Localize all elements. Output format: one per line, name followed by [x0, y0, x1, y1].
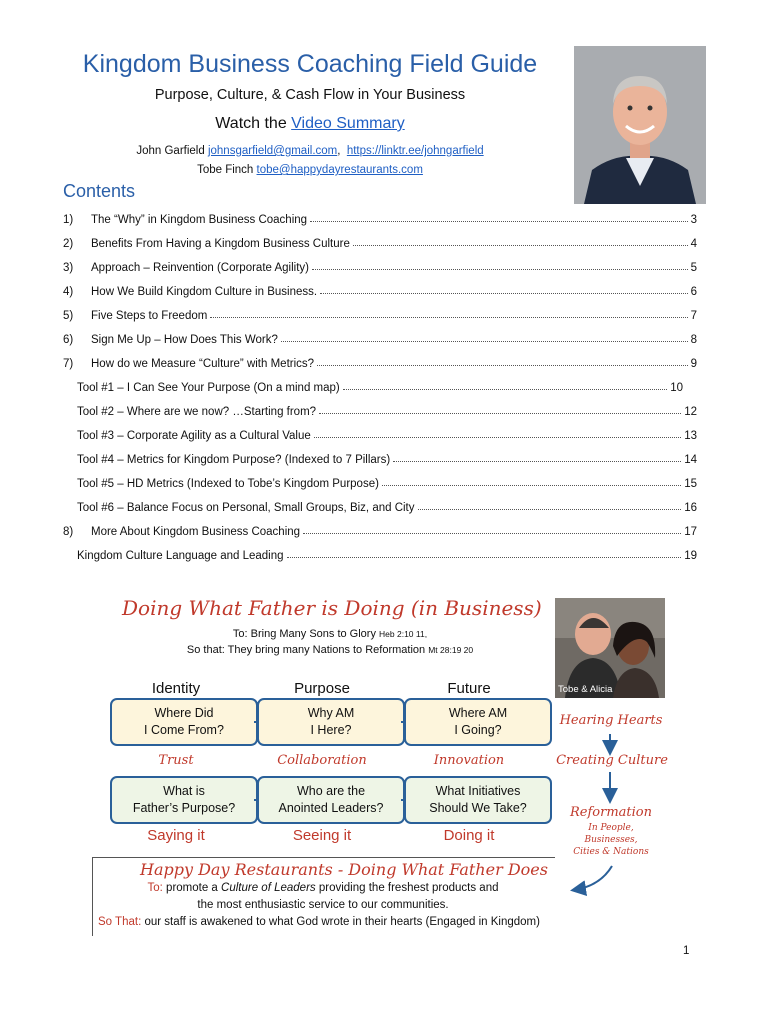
diagram-line2-text: So that: They bring many Nations to Reformation — [186, 644, 426, 656]
contents-heading: Contents — [63, 181, 136, 201]
author1-separator: , — [337, 145, 341, 157]
toc-page: 7 — [690, 310, 697, 322]
toc-number: 4) — [63, 286, 74, 298]
toc-number: 5) — [63, 310, 74, 322]
toc-number: 7) — [63, 358, 74, 370]
toc-label: Approach – Reinvention (Corporate Agility) — [91, 262, 309, 274]
toc-page: 6 — [690, 286, 697, 298]
diagram-line1-ref: Heb 2:10 11, — [379, 629, 428, 639]
reformation-sub-cities: Cities & Nations — [573, 847, 649, 858]
document-title: Kingdom Business Coaching Field Guide — [82, 50, 538, 78]
box-text: Where AM I Going? — [448, 706, 508, 737]
box-text: Where Did I Come From? — [144, 706, 224, 737]
happy-day-title: Happy Day Restaurants - Doing What Father Does — [140, 860, 548, 879]
happy-day-to-line — [92, 882, 554, 894]
toc-label: Tool #2 – Where are we now? …Starting from? — [77, 406, 317, 418]
toc-page: 3 — [690, 214, 697, 226]
toc-number: 2) — [63, 238, 74, 250]
toc-label: Kingdom Culture Language and Leading — [77, 550, 284, 562]
box-text: Why AM I Here? — [307, 706, 355, 737]
happy-day-to-line2: the most enthusiastic service to our communities. — [197, 899, 449, 911]
toc-number: 6) — [63, 334, 74, 346]
toc-label: Five Steps to Freedom — [91, 310, 208, 322]
toc-label: Tool #4 – Metrics for Kingdom Purpose? (Indexed to 7 Pillars) — [77, 454, 391, 466]
label-seeing-it: Seeing it — [292, 827, 352, 844]
to-text-em: Culture of Leaders — [221, 882, 316, 894]
label-creating-culture: Creating Culture — [556, 753, 668, 768]
toc-label: Tool #5 – HD Metrics (Indexed to Tobe’s Kingdom Purpose) — [77, 478, 379, 490]
label-trust: Trust — [158, 753, 194, 768]
reformation-sub-people: In People, — [588, 823, 634, 833]
toc-number: 3) — [63, 262, 74, 274]
diagram-line2-ref: Mt 28:19 20 — [428, 645, 474, 655]
author2-name: Tobe Finch — [197, 164, 254, 176]
author1-url-link[interactable]: https://linktr.ee/johngarfield — [346, 145, 484, 157]
document-subtitle: Purpose, Culture, & Cash Flow in Your Business — [154, 87, 466, 103]
toc-page: 12 — [684, 406, 697, 418]
curved-arrow-icon — [574, 866, 612, 890]
label-innovation: Innovation — [433, 753, 505, 768]
box-text: Who are the Anointed Leaders? — [278, 784, 384, 815]
column-head-future: Future — [447, 680, 491, 697]
toc-number: 8) — [63, 526, 74, 538]
toc-label: Tool #3 – Corporate Agility as a Cultural Value — [77, 430, 311, 442]
toc-page: 19 — [684, 550, 697, 562]
toc-page: 4 — [690, 238, 697, 250]
toc-label: The “Why” in Kingdom Business Coaching — [91, 214, 308, 226]
label-doing-it: Doing it — [443, 827, 495, 844]
column-head-identity: Identity — [151, 680, 201, 697]
diagram-line1-text: To: Bring Many Sons to Glory — [232, 628, 376, 640]
toc-label: Tool #1 – I Can See Your Purpose (On a mind map) — [77, 382, 340, 394]
toc-page: 5 — [690, 262, 697, 274]
toc-page: 9 — [690, 358, 697, 370]
box-text: What is Father’s Purpose? — [132, 784, 236, 815]
toc-page: 10 — [670, 382, 683, 394]
so-label: So That: — [98, 916, 142, 928]
toc-label: Benefits From Having a Kingdom Business Culture — [91, 238, 350, 250]
tobe-alicia-photo — [555, 598, 665, 698]
toc-page: 16 — [684, 502, 697, 514]
author1-email-link[interactable]: johnsgarfield@gmail.com — [207, 145, 338, 157]
box-text: What Initiatives Should We Take? — [429, 784, 527, 815]
label-hearing-hearts: Hearing Hearts — [559, 713, 663, 728]
toc-page: 17 — [684, 526, 697, 538]
label-collaboration: Collaboration — [277, 753, 367, 768]
label-saying-it: Saying it — [147, 827, 205, 844]
to-text-b: providing the freshest products and — [318, 882, 499, 894]
to-label: To: — [147, 882, 163, 894]
page-number: 1 — [683, 945, 690, 957]
toc-label: How We Build Kingdom Culture in Business. — [91, 286, 318, 298]
toc-label: How do we Measure “Culture” with Metrics? — [91, 358, 315, 370]
author2-email-link[interactable]: tobe@happydayrestaurants.com — [256, 164, 423, 176]
reformation-sub-businesses: Businesses, — [584, 835, 638, 846]
toc-number: 1) — [63, 214, 74, 226]
toc-page: 14 — [684, 454, 697, 466]
toc-page: 13 — [684, 430, 697, 442]
toc-page: 8 — [690, 334, 697, 346]
column-head-purpose: Purpose — [294, 680, 350, 697]
to-text-a: promote a — [166, 882, 218, 894]
label-reformation: Reformation — [570, 805, 652, 820]
diagram-title: Doing What Father is Doing (in Business) — [122, 596, 542, 620]
toc-label: Tool #6 – Balance Focus on Personal, Small Groups, Biz, and City — [77, 502, 415, 514]
video-summary-link[interactable]: Video Summary — [291, 115, 405, 132]
author1-name: John Garfield — [136, 145, 205, 157]
toc-page: 15 — [684, 478, 697, 490]
happy-day-so-line — [98, 916, 560, 928]
label-reformation-sub — [556, 822, 666, 858]
photo-caption: Tobe & Alicia — [558, 684, 613, 695]
toc-label: More About Kingdom Business Coaching — [91, 526, 301, 538]
watch-prefix: Watch the — [215, 115, 287, 132]
so-text: our staff is awakened to what God wrote in their hearts (Engaged in Kingdom) — [144, 916, 540, 928]
toc-label: Sign Me Up – How Does This Work? — [91, 334, 278, 346]
